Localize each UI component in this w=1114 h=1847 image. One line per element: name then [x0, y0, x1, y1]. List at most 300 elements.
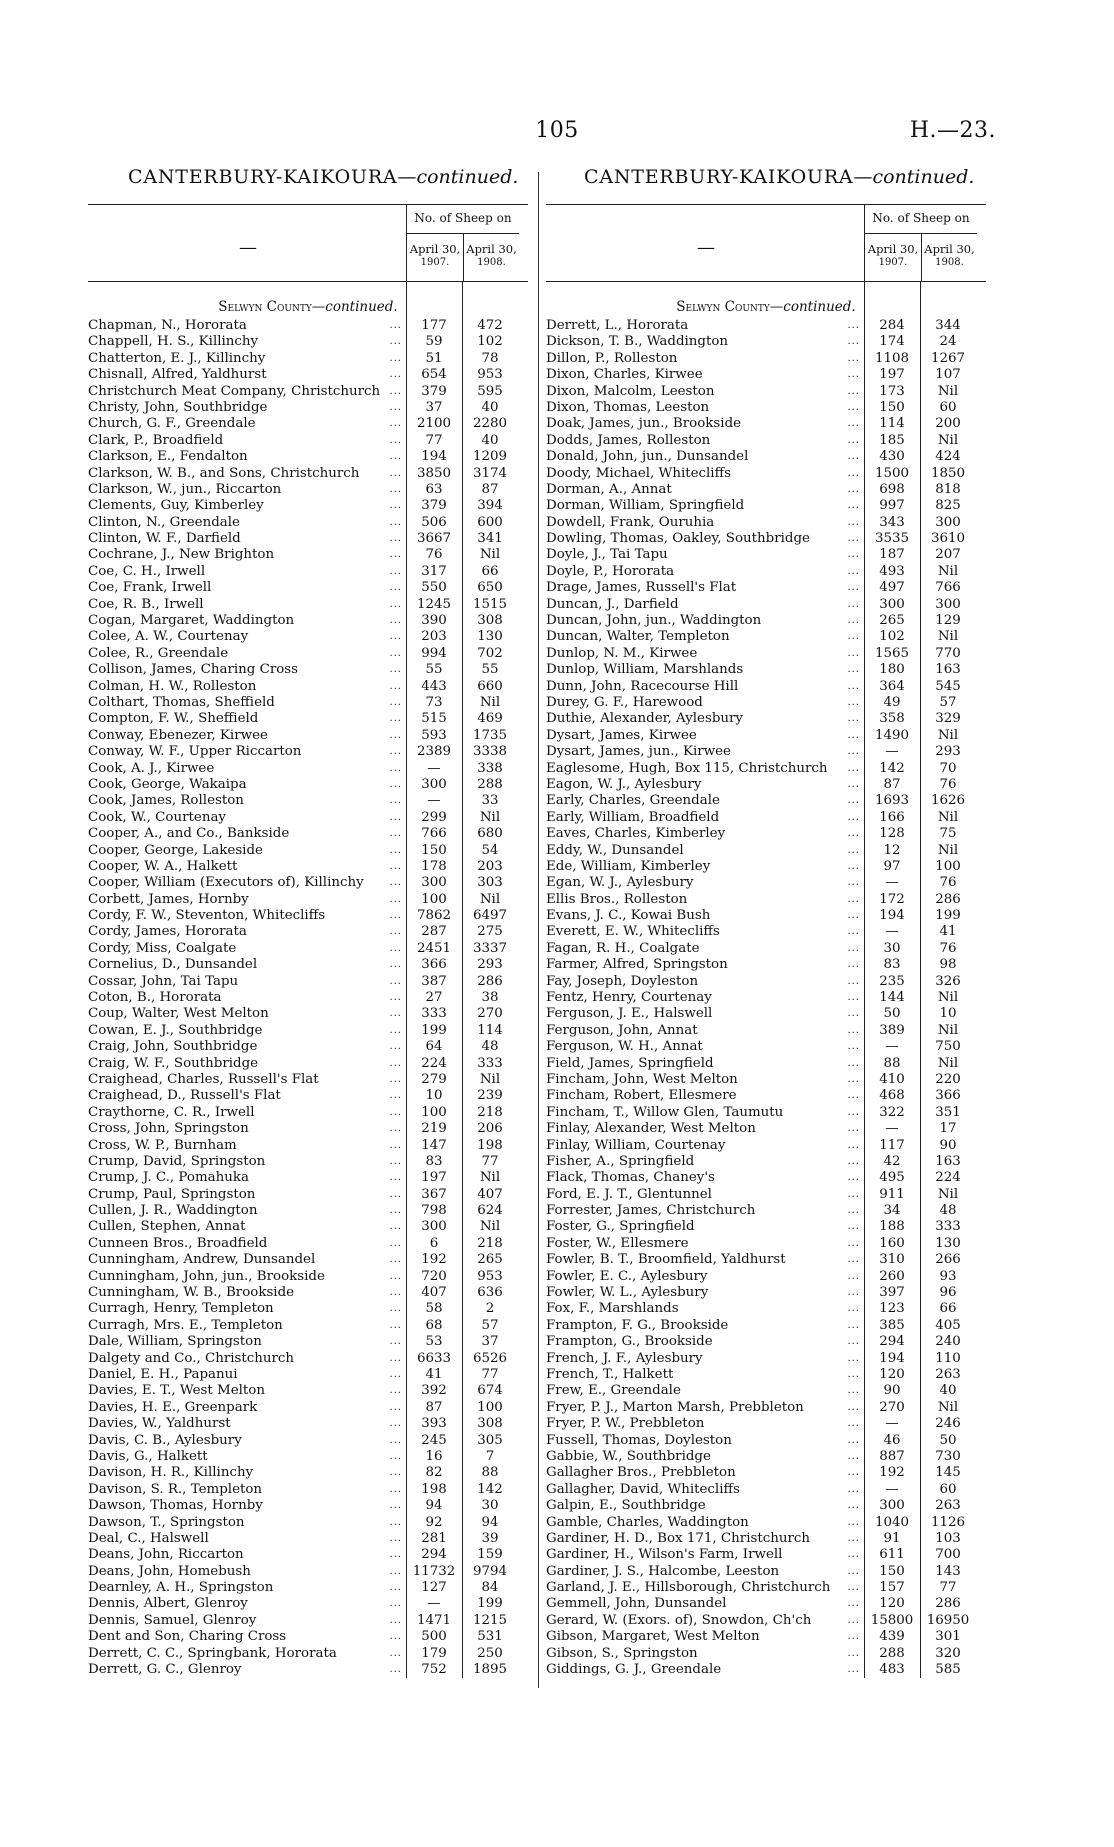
sheep-1908-cell: 96	[939, 1285, 957, 1301]
sheep-1907-cell: 10	[425, 1088, 443, 1104]
section-heading-suffix: —continued.	[769, 299, 856, 315]
sheep-1908-cell: 240	[935, 1334, 961, 1350]
owner-cell	[546, 1416, 864, 1432]
sheep-1907-cell: 310	[879, 1252, 905, 1268]
owner-cell	[88, 1056, 406, 1072]
leader-dots: ...	[389, 1400, 402, 1416]
sheep-1908-cell: Nil	[937, 809, 959, 825]
owner-cell	[88, 859, 406, 875]
sheep-1908-cell: 293	[477, 957, 503, 973]
leader-dots: ...	[847, 1318, 860, 1334]
owner-cell	[88, 1580, 406, 1596]
owner-cell	[546, 547, 864, 563]
owner-cell	[546, 1547, 864, 1563]
owner-name: Dorman, William, Springfield	[546, 498, 747, 513]
sheep-1908-cell: 333	[935, 1219, 961, 1235]
owner-cell	[88, 531, 406, 547]
leader-dots: ...	[389, 1498, 402, 1514]
sheep-1908-cell: 595	[477, 383, 503, 399]
owner-name: Dunlop, William, Marshlands	[546, 662, 746, 677]
sheep-1907-cell: 94	[425, 1498, 443, 1514]
sheep-1908-cell: 953	[477, 367, 503, 383]
sheep-1908-cell: 40	[939, 1383, 957, 1399]
owner-cell	[88, 1039, 406, 1055]
owner-name: Davies, H. E., Greenpark	[88, 1400, 260, 1415]
sheep-1908-cell: 3337	[472, 940, 508, 956]
owner-name: Coe, R. B., Irwell	[88, 597, 207, 612]
owner-name: Everett, E. W., Whitecliffs	[546, 924, 723, 939]
owner-cell	[88, 924, 406, 940]
leader-dots: ...	[847, 1023, 860, 1039]
owner-name: Ferguson, John, Annat	[546, 1023, 701, 1038]
sheep-1908-cell: 953	[477, 1268, 503, 1284]
leader-dots: ...	[389, 1121, 402, 1137]
owner-name: Cook, A. J., Kirwee	[88, 761, 217, 776]
owner-name: Gabbie, W., Southbridge	[546, 1449, 714, 1464]
sheep-1908-cell: 9794	[472, 1563, 508, 1579]
leader-dots: ...	[847, 564, 860, 580]
leader-dots: ...	[847, 318, 860, 334]
sheep-1907-cell: 468	[879, 1088, 905, 1104]
owner-cell	[88, 1023, 406, 1039]
owner-cell	[546, 1203, 864, 1219]
owner-name: Chisnall, Alfred, Yaldhurst	[88, 367, 270, 382]
sheep-1907-cell: 188	[879, 1219, 905, 1235]
sheep-1908-cell: 1515	[472, 596, 508, 612]
owner-name: Fowler, E. C., Aylesbury	[546, 1269, 711, 1284]
sheep-1907-cell: 299	[421, 809, 447, 825]
owner-name: Dysart, James, jun., Kirwee	[546, 744, 734, 759]
sheep-1907-cell: 343	[879, 514, 905, 530]
owner-name: Coton, B., Hororata	[88, 990, 224, 1005]
sheep-1907-cell: 100	[421, 1104, 447, 1120]
owner-name: Durey, G. F., Harewood	[546, 695, 706, 710]
sheep-1907-cell: 410	[879, 1071, 905, 1087]
sheep-1908-cell: 88	[481, 1465, 499, 1481]
owner-name: Dowdell, Frank, Ouruhia	[546, 515, 717, 530]
sheep-1908-cell: 333	[477, 1055, 503, 1071]
owner-name: Eagon, W. J., Aylesbury	[546, 777, 705, 792]
sheep-1908-cell: 265	[477, 1252, 503, 1268]
owner-cell	[546, 1105, 864, 1121]
owner-name: Giddings, G. J., Greendale	[546, 1662, 724, 1677]
sheep-1907-cell: 493	[879, 563, 905, 579]
owner-name: Dickson, T. B., Waddington	[546, 334, 731, 349]
sheep-1907-cell: —	[885, 744, 899, 760]
owner-cell	[546, 629, 864, 645]
sheep-1907-cell: 160	[879, 1235, 905, 1251]
leader-dots: ...	[847, 1416, 860, 1432]
sheep-1907-cell: 2451	[416, 940, 452, 956]
sheep-1908-cell: 145	[935, 1465, 961, 1481]
sheep-1908-cell: Nil	[479, 694, 501, 710]
sheep-1907-cell: 379	[421, 498, 447, 514]
owner-cell	[88, 515, 406, 531]
owner-cell	[546, 679, 864, 695]
owner-cell	[546, 1301, 864, 1317]
sheep-1908-cell: Nil	[937, 383, 959, 399]
owner-cell	[546, 761, 864, 777]
leader-dots: ...	[847, 629, 860, 645]
owner-cell	[546, 1121, 864, 1137]
sheep-1907-cell: 37	[425, 399, 443, 415]
sheep-1908-cell: 351	[935, 1104, 961, 1120]
sheep-1908-cell: 770	[935, 645, 961, 661]
leader-dots: ...	[389, 695, 402, 711]
owner-cell	[546, 728, 864, 744]
sheep-1908-cell: 218	[477, 1235, 503, 1251]
sheep-1907-cell: 287	[421, 924, 447, 940]
sheep-1907-cell: —	[427, 760, 441, 776]
sheep-1908-cell: 17	[939, 1121, 957, 1137]
sheep-1908-cell: 10	[939, 1006, 957, 1022]
sheep-1907-cell: 199	[421, 1022, 447, 1038]
sheep-1907-cell: 887	[879, 1448, 905, 1464]
owner-name: Cordy, James, Hororata	[88, 924, 250, 939]
owner-name: Colthart, Thomas, Sheffield	[88, 695, 278, 710]
owner-cell	[546, 662, 864, 678]
leader-dots: ...	[389, 367, 402, 383]
owner-cell	[88, 1482, 406, 1498]
sheep-1907-cell: 120	[879, 1367, 905, 1382]
owner-cell	[546, 334, 864, 350]
owner-name: Cochrane, J., New Brighton	[88, 547, 277, 562]
owner-cell	[88, 1515, 406, 1531]
leader-dots: ...	[847, 613, 860, 629]
owner-name: Donald, John, jun., Dunsandel	[546, 449, 751, 464]
leader-dots: ...	[847, 384, 860, 400]
owner-cell	[88, 1662, 406, 1678]
owner-cell	[546, 1465, 864, 1481]
owner-cell	[88, 433, 406, 449]
owner-cell	[88, 1301, 406, 1317]
owner-cell	[88, 761, 406, 777]
sheep-1908-cell: 636	[477, 1285, 503, 1301]
sheep-1907-cell: 235	[879, 973, 905, 989]
sheep-1907-cell: 333	[421, 1006, 447, 1022]
sheep-1907-cell: 294	[421, 1547, 447, 1563]
owner-name: Cornelius, D., Dunsandel	[88, 957, 260, 972]
owner-name: Cunningham, W. B., Brookside	[88, 1285, 297, 1300]
sheep-1907-cell: 76	[425, 547, 443, 563]
sheep-1908-cell: 301	[935, 1629, 961, 1645]
leader-dots: ...	[847, 1056, 860, 1072]
owner-name: Egan, W. J., Aylesbury	[546, 875, 696, 890]
leader-dots: ...	[389, 1269, 402, 1285]
owner-name: Cullen, Stephen, Annat	[88, 1219, 249, 1234]
sheep-1908-cell: 6526	[472, 1350, 508, 1366]
sheep-1908-cell: 57	[939, 694, 957, 710]
owner-name: Clarkson, W., jun., Riccarton	[88, 482, 284, 497]
leader-dots: ...	[389, 416, 402, 432]
owner-name: Compton, F. W., Sheffield	[88, 711, 261, 726]
owner-cell	[546, 1039, 864, 1055]
rule-before-1908	[462, 282, 463, 1678]
leader-dots: ...	[847, 728, 860, 744]
sheep-1907-cell: 997	[879, 498, 905, 514]
sheep-1907-cell: 500	[421, 1629, 447, 1645]
leader-dots: ...	[389, 1564, 402, 1580]
leader-dots: ...	[847, 1400, 860, 1416]
owner-cell	[88, 662, 406, 678]
sheep-1907-cell: 698	[879, 481, 905, 497]
owner-name: Derrett, L., Hororata	[546, 318, 691, 333]
section-heading-text: Selwyn County	[676, 299, 770, 315]
owner-name: Curragh, Mrs. E., Templeton	[88, 1318, 286, 1333]
sheep-1908-cell: 143	[935, 1563, 961, 1579]
sheep-1907-cell: 166	[879, 809, 905, 825]
leader-dots: ...	[847, 924, 860, 940]
leader-dots: ...	[847, 1449, 860, 1465]
column-divider	[538, 172, 539, 1688]
owner-cell	[88, 580, 406, 596]
leader-dots: ...	[389, 1219, 402, 1235]
owner-name: Cossar, John, Tai Tapu	[88, 974, 241, 989]
leader-dots: ...	[847, 1170, 860, 1186]
owner-name: Cogan, Margaret, Waddington	[88, 613, 297, 628]
header-group-label: No. of Sheep on	[407, 205, 519, 234]
leader-dots: ...	[389, 941, 402, 957]
sheep-1907-cell: 198	[421, 1481, 447, 1497]
sheep-1908-cell: 1735	[472, 727, 508, 743]
owner-name: Frampton, F. G., Brookside	[546, 1318, 731, 1333]
leader-dots: ...	[847, 1367, 860, 1383]
owner-cell	[546, 1334, 864, 1350]
leader-dots: ...	[389, 761, 402, 777]
sheep-1907-cell: 185	[879, 432, 905, 448]
owner-name: Clark, P., Broadfield	[88, 433, 226, 448]
sheep-1907-cell: 6633	[416, 1350, 452, 1366]
owner-cell	[88, 1252, 406, 1268]
sheep-1908-cell: 57	[481, 1317, 499, 1333]
sheep-1907-cell: 393	[421, 1416, 447, 1432]
owner-name: Deans, John, Homebush	[88, 1564, 254, 1579]
leader-dots: ...	[847, 1138, 860, 1154]
leader-dots: ...	[389, 1170, 402, 1186]
leader-dots: ...	[389, 957, 402, 973]
owner-cell	[88, 449, 406, 465]
owner-cell	[88, 843, 406, 859]
sheep-1908-cell: Nil	[479, 891, 501, 907]
sheep-1908-cell: 114	[477, 1022, 503, 1038]
sheep-1907-cell: 300	[421, 776, 447, 792]
sheep-1908-cell: 76	[939, 940, 957, 956]
owner-name: Collison, James, Charing Cross	[88, 662, 301, 677]
owner-cell	[88, 1285, 406, 1301]
owner-name: Fagan, R. H., Coalgate	[546, 941, 703, 956]
owner-cell	[546, 793, 864, 809]
owner-cell	[546, 1596, 864, 1612]
sheep-1907-cell: 50	[883, 1006, 901, 1022]
sheep-1907-cell: 177	[421, 318, 447, 333]
leader-dots: ...	[389, 1646, 402, 1662]
owner-cell	[88, 1318, 406, 1334]
sheep-1908-cell: 730	[935, 1448, 961, 1464]
owner-name: Frampton, G., Brookside	[546, 1334, 716, 1349]
owner-cell	[88, 957, 406, 973]
leader-dots: ...	[847, 515, 860, 531]
owner-cell	[546, 777, 864, 793]
owner-cell	[88, 498, 406, 514]
sheep-1908-cell: 48	[939, 1203, 957, 1219]
left-column-title	[128, 166, 518, 188]
leader-dots: ...	[847, 1285, 860, 1301]
sheep-1908-cell: 320	[935, 1645, 961, 1661]
owner-name: Crump, J. C., Pomahuka	[88, 1170, 252, 1185]
leader-dots: ...	[389, 433, 402, 449]
sheep-1907-cell: 279	[421, 1071, 447, 1087]
owner-name: Dennis, Albert, Glenroy	[88, 1596, 251, 1611]
owner-name: Gardiner, H., Wilson's Farm, Irwell	[546, 1547, 785, 1562]
sheep-1907-cell: 82	[425, 1465, 443, 1481]
leader-dots: ...	[389, 1613, 402, 1629]
header-col-1908	[463, 233, 519, 281]
sheep-1908-cell: 24	[939, 334, 957, 350]
header-col-1908-label: April 30,	[924, 242, 975, 256]
sheep-1907-cell: 197	[421, 1170, 447, 1186]
owner-name: Chapman, N., Hororata	[88, 318, 250, 333]
owner-cell	[88, 679, 406, 695]
sheep-1907-cell: 611	[879, 1547, 905, 1563]
sheep-1907-cell: 88	[883, 1055, 901, 1071]
owner-name: Fisher, A., Springfield	[546, 1154, 697, 1169]
owner-name: Doak, James, jun., Brookside	[546, 416, 744, 431]
owner-name: Dorman, A., Annat	[546, 482, 675, 497]
owner-cell	[88, 1088, 406, 1104]
header-col-1907-year: 1907.	[878, 257, 908, 268]
owner-cell	[88, 1170, 406, 1186]
leader-dots: ...	[389, 990, 402, 1006]
leader-dots: ...	[389, 924, 402, 940]
sheep-1907-cell: 15800	[870, 1612, 914, 1628]
owner-name: Fincham, John, West Melton	[546, 1072, 741, 1087]
sheep-1907-cell: 443	[421, 678, 447, 694]
owner-cell	[546, 351, 864, 367]
owner-name: Gamble, Charles, Waddington	[546, 1515, 752, 1530]
owner-name: Curragh, Henry, Templeton	[88, 1301, 277, 1316]
owner-name: French, J. F., Aylesbury	[546, 1351, 706, 1366]
sheep-1907-cell: 173	[879, 383, 905, 399]
sheep-1908-cell: 98	[939, 957, 957, 973]
owner-cell	[546, 531, 864, 547]
owner-name: Clarkson, W. B., and Sons, Christchurch	[88, 466, 362, 481]
owner-cell	[88, 1203, 406, 1219]
leader-dots: ...	[847, 1252, 860, 1268]
leader-dots: ...	[389, 974, 402, 990]
owner-cell	[546, 1318, 864, 1334]
sheep-1908-cell: 531	[477, 1629, 503, 1645]
owner-cell	[88, 728, 406, 744]
owner-cell	[546, 1482, 864, 1498]
owner-cell	[88, 334, 406, 350]
sheep-1907-cell: 27	[425, 990, 443, 1006]
owner-name: Ede, William, Kimberley	[546, 859, 713, 874]
sheep-1908-cell: 77	[939, 1580, 957, 1596]
sheep-1907-cell: 389	[879, 1022, 905, 1038]
owner-cell	[546, 1187, 864, 1203]
owner-cell	[88, 826, 406, 842]
sheep-1908-cell: 102	[477, 334, 503, 350]
owner-name: Chatterton, E. J., Killinchy	[88, 351, 268, 366]
leader-dots: ...	[389, 1039, 402, 1055]
sheep-1908-cell: 239	[477, 1088, 503, 1104]
owner-cell	[546, 1515, 864, 1531]
owner-cell	[546, 449, 864, 465]
leader-dots: ...	[389, 400, 402, 416]
leader-dots: ...	[847, 1564, 860, 1580]
sheep-1907-cell: —	[885, 1416, 899, 1432]
leader-dots: ...	[389, 351, 402, 367]
leader-dots: ...	[847, 1351, 860, 1367]
owner-cell	[546, 1580, 864, 1596]
sheep-1907-cell: 798	[421, 1203, 447, 1219]
sheep-1908-cell: 142	[477, 1481, 503, 1497]
leader-dots: ...	[389, 1547, 402, 1563]
sheep-1907-cell: 55	[425, 662, 443, 678]
sheep-1907-cell: 397	[879, 1285, 905, 1301]
leader-dots: ...	[389, 515, 402, 531]
owner-cell	[546, 416, 864, 432]
sheep-1908-cell: 103	[935, 1530, 961, 1546]
owner-cell	[546, 1613, 864, 1629]
leader-dots: ...	[389, 728, 402, 744]
sheep-1907-cell: 379	[421, 383, 447, 399]
owner-name: Cross, W. P., Burnham	[88, 1138, 240, 1153]
sheep-1908-cell: 585	[935, 1662, 961, 1678]
owner-cell	[88, 1498, 406, 1514]
owner-name: Clements, Guy, Kimberley	[88, 498, 267, 513]
sheep-1908-cell: 1209	[472, 449, 508, 465]
sheep-1907-cell: 46	[883, 1432, 901, 1448]
sheep-1907-cell: 179	[421, 1645, 447, 1661]
sheep-1907-cell: 172	[879, 891, 905, 907]
owner-cell	[88, 990, 406, 1006]
sheep-1907-cell: 142	[879, 760, 905, 776]
sheep-1907-cell: 91	[883, 1530, 901, 1546]
sheep-1908-cell: 1895	[472, 1662, 508, 1678]
sheep-1907-cell: 322	[879, 1104, 905, 1120]
owner-name: Farmer, Alfred, Springston	[546, 957, 731, 972]
sheep-1907-cell: 3535	[874, 531, 910, 547]
sheep-1907-cell: 174	[879, 334, 905, 350]
owner-cell	[88, 744, 406, 760]
sheep-1907-cell: 97	[883, 858, 901, 874]
leader-dots: ...	[847, 1334, 860, 1350]
leader-dots: ...	[389, 1154, 402, 1170]
owner-name: Dixon, Thomas, Leeston	[546, 400, 712, 415]
sheep-1907-cell: 1565	[874, 645, 910, 661]
sheep-1908-cell: 263	[935, 1498, 961, 1514]
owner-name: Gardiner, J. S., Halcombe, Leeston	[546, 1564, 782, 1579]
owner-name: Garland, J. E., Hillsborough, Christchurch	[546, 1580, 833, 1595]
owner-cell	[546, 990, 864, 1006]
sheep-1907-cell: 281	[421, 1530, 447, 1546]
owner-cell	[546, 924, 864, 940]
owner-cell	[546, 597, 864, 613]
owner-name: Fowler, B. T., Broomfield, Yaldhurst	[546, 1252, 789, 1267]
owner-name: Dawson, T., Springston	[88, 1515, 248, 1530]
leader-dots: ...	[389, 1662, 402, 1678]
leader-dots: ...	[389, 334, 402, 350]
leader-dots: ...	[389, 843, 402, 859]
owner-name: Frew, E., Greendale	[546, 1383, 684, 1398]
owner-name: Clinton, W. F., Darfield	[88, 531, 244, 546]
sheep-1907-cell: 150	[879, 1563, 905, 1579]
header-col-1908-year: 1908.	[477, 257, 506, 268]
sheep-1908-cell: 41	[939, 924, 957, 940]
owner-cell	[546, 810, 864, 826]
owner-cell	[546, 1236, 864, 1252]
